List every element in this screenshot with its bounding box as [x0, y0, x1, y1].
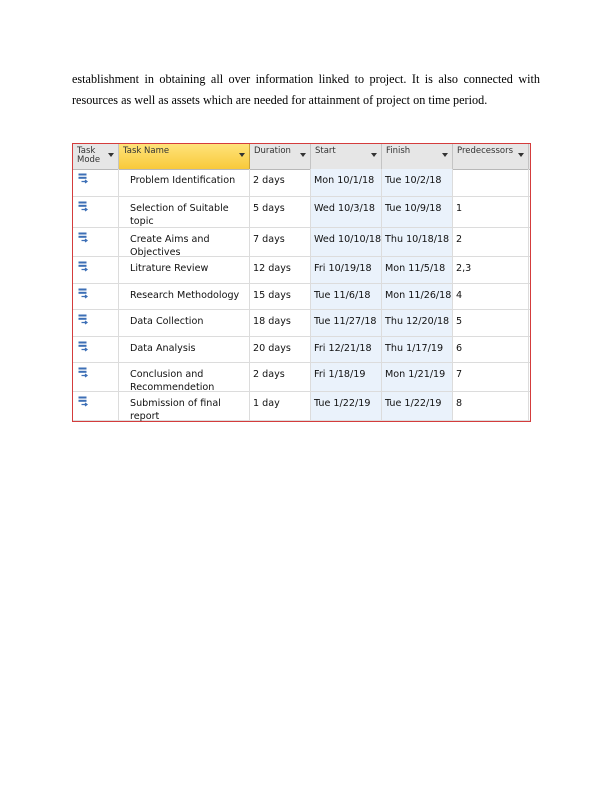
- cell-finish[interactable]: Thu 12/20/18: [382, 310, 453, 336]
- body-paragraph: [72, 69, 540, 111]
- column-header-start[interactable]: [311, 144, 382, 169]
- cell-name[interactable]: Litrature Review: [119, 257, 250, 283]
- task-mode-header-label: Task Mode: [77, 146, 101, 165]
- task-mode-cell[interactable]: [73, 337, 119, 362]
- cell-start[interactable]: Tue 11/27/18: [311, 310, 382, 336]
- table-row[interactable]: [73, 169, 530, 197]
- cell-finish[interactable]: Mon 1/21/19: [382, 363, 453, 391]
- gantt-task-table: [72, 143, 531, 422]
- cell-start[interactable]: Tue 1/22/19: [311, 392, 382, 420]
- cell-start[interactable]: Fri 10/19/18: [311, 257, 382, 283]
- dropdown-arrow-icon[interactable]: [300, 153, 306, 157]
- cell-predecessors[interactable]: 7: [453, 363, 529, 391]
- paragraph-line-2: resources as well as assets which are needed for attainment of project on time period.: [72, 93, 488, 107]
- task-mode-cell[interactable]: [73, 284, 119, 309]
- cell-finish[interactable]: Mon 11/5/18: [382, 257, 453, 283]
- column-header-finish[interactable]: [382, 144, 453, 169]
- cell-predecessors[interactable]: 1: [453, 197, 529, 227]
- table-row[interactable]: [73, 392, 530, 421]
- column-header-task-name[interactable]: [119, 144, 250, 169]
- cell-duration[interactable]: 5 days: [250, 197, 311, 227]
- cell-duration[interactable]: 1 day: [250, 392, 311, 420]
- dropdown-arrow-icon[interactable]: [108, 153, 114, 157]
- cell-finish[interactable]: Tue 10/2/18: [382, 169, 453, 196]
- auto-scheduled-task-icon: [78, 396, 90, 412]
- cell-predecessors[interactable]: 8: [453, 392, 529, 420]
- cell-duration[interactable]: 20 days: [250, 337, 311, 362]
- cell-predecessors[interactable]: 6: [453, 337, 529, 362]
- table-row[interactable]: [73, 363, 530, 392]
- table-row[interactable]: [73, 284, 530, 310]
- cell-finish[interactable]: Thu 1/17/19: [382, 337, 453, 362]
- cell-duration[interactable]: 7 days: [250, 228, 311, 256]
- task-mode-cell[interactable]: [73, 257, 119, 283]
- auto-scheduled-task-icon: [78, 367, 90, 383]
- cell-predecessors[interactable]: 4: [453, 284, 529, 309]
- table-header-row: [73, 144, 530, 170]
- predecessors-header-label: Predecessors: [457, 146, 514, 156]
- cell-name[interactable]: Research Methodology: [119, 284, 250, 309]
- cell-name[interactable]: Data Collection: [119, 310, 250, 336]
- cell-finish[interactable]: Mon 11/26/18: [382, 284, 453, 309]
- auto-scheduled-task-icon: [78, 261, 90, 277]
- cell-duration[interactable]: 2 days: [250, 169, 311, 196]
- column-header-task-mode[interactable]: [73, 144, 119, 169]
- task-name-header-label: Task Name: [123, 146, 170, 156]
- table-row[interactable]: [73, 197, 530, 228]
- start-header-label: Start: [315, 146, 336, 156]
- auto-scheduled-task-icon: [78, 314, 90, 330]
- cell-predecessors[interactable]: 5: [453, 310, 529, 336]
- cell-start[interactable]: Tue 11/6/18: [311, 284, 382, 309]
- cell-finish[interactable]: Thu 10/18/18: [382, 228, 453, 256]
- cell-predecessors[interactable]: 2,3: [453, 257, 529, 283]
- cell-duration[interactable]: 15 days: [250, 284, 311, 309]
- cell-start[interactable]: Fri 1/18/19: [311, 363, 382, 391]
- auto-scheduled-task-icon: [78, 173, 90, 189]
- cell-name[interactable]: Create Aims and Objectives: [119, 228, 250, 256]
- cell-name[interactable]: Submission of final report: [119, 392, 250, 420]
- task-mode-cell[interactable]: [73, 392, 119, 420]
- auto-scheduled-task-icon: [78, 232, 90, 248]
- dropdown-arrow-icon[interactable]: [518, 153, 524, 157]
- cell-name[interactable]: Problem Identification: [119, 169, 250, 196]
- auto-scheduled-task-icon: [78, 341, 90, 357]
- cell-finish[interactable]: Tue 1/22/19: [382, 392, 453, 420]
- auto-scheduled-task-icon: [78, 201, 90, 217]
- cell-predecessors[interactable]: [453, 169, 529, 196]
- cell-start[interactable]: Wed 10/10/18: [311, 228, 382, 256]
- cell-duration[interactable]: 2 days: [250, 363, 311, 391]
- cell-start[interactable]: Wed 10/3/18: [311, 197, 382, 227]
- cell-duration[interactable]: 12 days: [250, 257, 311, 283]
- auto-scheduled-task-icon: [78, 288, 90, 304]
- table-row[interactable]: [73, 337, 530, 363]
- column-header-duration[interactable]: [250, 144, 311, 169]
- task-mode-cell[interactable]: [73, 197, 119, 227]
- table-row[interactable]: [73, 257, 530, 284]
- column-header-predecessors[interactable]: [453, 144, 529, 169]
- duration-header-label: Duration: [254, 146, 291, 156]
- cell-start[interactable]: Mon 10/1/18: [311, 169, 382, 196]
- paragraph-line-1: establishment in obtaining all over information linked to project. It is also connected with: [72, 72, 540, 86]
- task-mode-cell[interactable]: [73, 169, 119, 196]
- table-row[interactable]: [73, 310, 530, 337]
- finish-header-label: Finish: [386, 146, 411, 156]
- dropdown-arrow-icon[interactable]: [442, 153, 448, 157]
- cell-name[interactable]: Data Analysis: [119, 337, 250, 362]
- cell-start[interactable]: Fri 12/21/18: [311, 337, 382, 362]
- cell-predecessors[interactable]: 2: [453, 228, 529, 256]
- dropdown-arrow-icon[interactable]: [371, 153, 377, 157]
- cell-duration[interactable]: 18 days: [250, 310, 311, 336]
- task-mode-cell[interactable]: [73, 228, 119, 256]
- cell-name[interactable]: Conclusion and Recommendetion: [119, 363, 250, 391]
- cell-finish[interactable]: Tue 10/9/18: [382, 197, 453, 227]
- cell-name[interactable]: Selection of Suitable topic: [119, 197, 250, 227]
- dropdown-arrow-icon[interactable]: [239, 153, 245, 157]
- task-mode-cell[interactable]: [73, 363, 119, 391]
- table-row[interactable]: [73, 228, 530, 257]
- task-mode-cell[interactable]: [73, 310, 119, 336]
